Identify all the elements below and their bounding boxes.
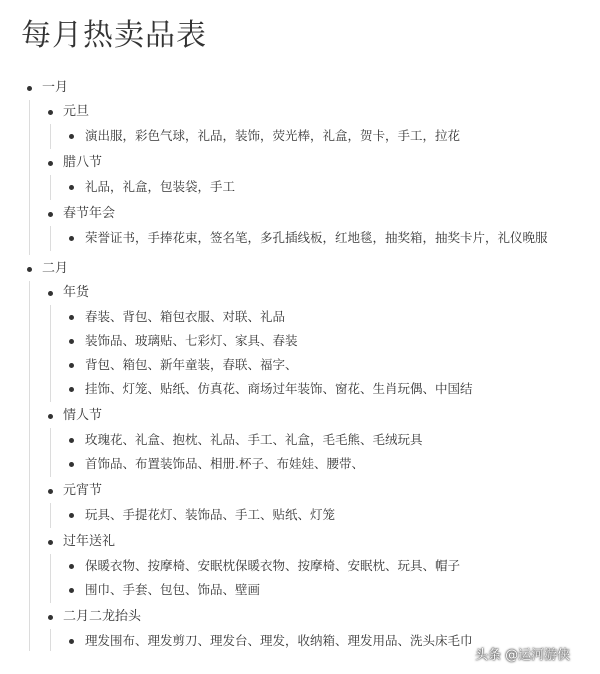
bullet-icon <box>69 438 74 443</box>
bullet-icon <box>69 185 74 190</box>
product-list <box>0 554 600 602</box>
festival-label: 春节年会 <box>63 206 116 221</box>
product-list <box>0 175 600 199</box>
product-text: 围巾、手套、包包、饰品、壁画 <box>85 582 261 597</box>
product-text: 演出服，彩色气球，礼品，装饰，荧光棒，礼盒，贺卡，手工，拉花 <box>85 128 461 143</box>
festival-label: 元宵节 <box>63 483 103 498</box>
festival-list <box>0 100 600 253</box>
month-item-january <box>0 76 600 257</box>
bullet-icon <box>69 462 74 467</box>
bullet-icon <box>69 315 74 320</box>
product-text: 背包、箱包、新年童装，春联、福字、 <box>85 357 298 372</box>
bullet-icon <box>69 387 74 392</box>
bullet-icon <box>48 110 53 115</box>
product-list <box>0 124 600 148</box>
festival-heading <box>0 404 600 428</box>
month-list <box>0 76 600 653</box>
product-line <box>0 175 600 199</box>
festival-item <box>0 479 600 530</box>
bullet-icon <box>69 588 74 593</box>
festival-heading <box>0 281 600 305</box>
bullet-icon <box>48 291 53 296</box>
page-title: 每月热卖品表 <box>21 18 207 53</box>
product-line <box>0 329 600 353</box>
festival-item <box>0 151 600 202</box>
month-label: 一月 <box>42 80 69 95</box>
bullet-icon <box>27 267 32 272</box>
bullet-icon <box>48 212 53 217</box>
product-line <box>0 452 600 476</box>
bullet-icon <box>69 513 74 518</box>
product-line <box>0 377 600 401</box>
festival-item <box>0 100 600 151</box>
product-line <box>0 124 600 148</box>
month-item-february <box>0 257 600 653</box>
bullet-icon <box>48 615 53 620</box>
festival-item <box>0 404 600 479</box>
festival-label: 过年送礼 <box>63 534 116 549</box>
festival-heading <box>0 202 600 226</box>
watermark-text: 头条 @运河游侠 <box>475 648 571 663</box>
bullet-icon <box>27 86 32 91</box>
festival-label: 二月二龙抬头 <box>63 609 142 624</box>
product-text: 理发围布、理发剪刀、理发台、理发，收纳箱、理发用品、洗头床毛巾 <box>85 633 473 648</box>
product-line <box>0 305 600 329</box>
month-heading <box>0 257 600 281</box>
product-line <box>0 428 600 452</box>
festival-label: 腊八节 <box>63 155 103 170</box>
festival-heading <box>0 530 600 554</box>
product-list <box>0 503 600 527</box>
product-list <box>0 226 600 250</box>
product-text: 玫瑰花、礼盒、抱枕、礼品、手工、礼盒，毛毛熊、毛绒玩具 <box>85 432 423 447</box>
festival-heading <box>0 605 600 629</box>
product-text: 荣誉证书，手捧花束，签名笔，多孔插线板，红地毯，抽奖箱，抽奖卡片，礼仪晚服 <box>85 230 548 245</box>
product-line <box>0 503 600 527</box>
festival-item <box>0 281 600 404</box>
product-line <box>0 226 600 250</box>
festival-list <box>0 281 600 653</box>
product-line <box>0 353 600 377</box>
bullet-icon <box>48 489 53 494</box>
product-text: 礼品，礼盒，包装袋，手工 <box>85 179 236 194</box>
festival-heading <box>0 100 600 124</box>
product-list <box>0 305 600 401</box>
bullet-icon <box>48 161 53 166</box>
month-heading <box>0 76 600 100</box>
festival-label: 元旦 <box>63 104 90 119</box>
product-text: 挂饰、灯笼、贴纸、仿真花、商场过年装饰、窗花、生肖玩偶、中国结 <box>85 381 473 396</box>
product-text: 春装、背包、箱包衣服、对联、礼品 <box>85 309 286 324</box>
bullet-icon <box>69 639 74 644</box>
product-text: 装饰品、玻璃贴、七彩灯、家具、春装 <box>85 333 298 348</box>
product-list <box>0 428 600 476</box>
product-text: 玩具、手提花灯、装饰品、手工、贴纸、灯笼 <box>85 507 336 522</box>
bullet-icon <box>69 339 74 344</box>
bullet-icon <box>69 564 74 569</box>
bullet-icon <box>48 540 53 545</box>
festival-heading <box>0 151 600 175</box>
month-label: 二月 <box>42 261 69 276</box>
festival-heading <box>0 479 600 503</box>
product-text: 保暖衣物、按摩椅、安眠枕保暖衣物、按摩椅、安眠枕、玩具、帽子 <box>85 558 461 573</box>
festival-label: 年货 <box>63 285 90 300</box>
festival-item <box>0 530 600 605</box>
bullet-icon <box>48 414 53 419</box>
bullet-icon <box>69 134 74 139</box>
bullet-icon <box>69 236 74 241</box>
product-line <box>0 554 600 578</box>
bullet-icon <box>69 363 74 368</box>
festival-label: 情人节 <box>63 408 103 423</box>
festival-item <box>0 202 600 253</box>
product-line <box>0 578 600 602</box>
product-text: 首饰品、布置装饰品、相册.杯子、布娃娃、腰带、 <box>85 456 364 471</box>
